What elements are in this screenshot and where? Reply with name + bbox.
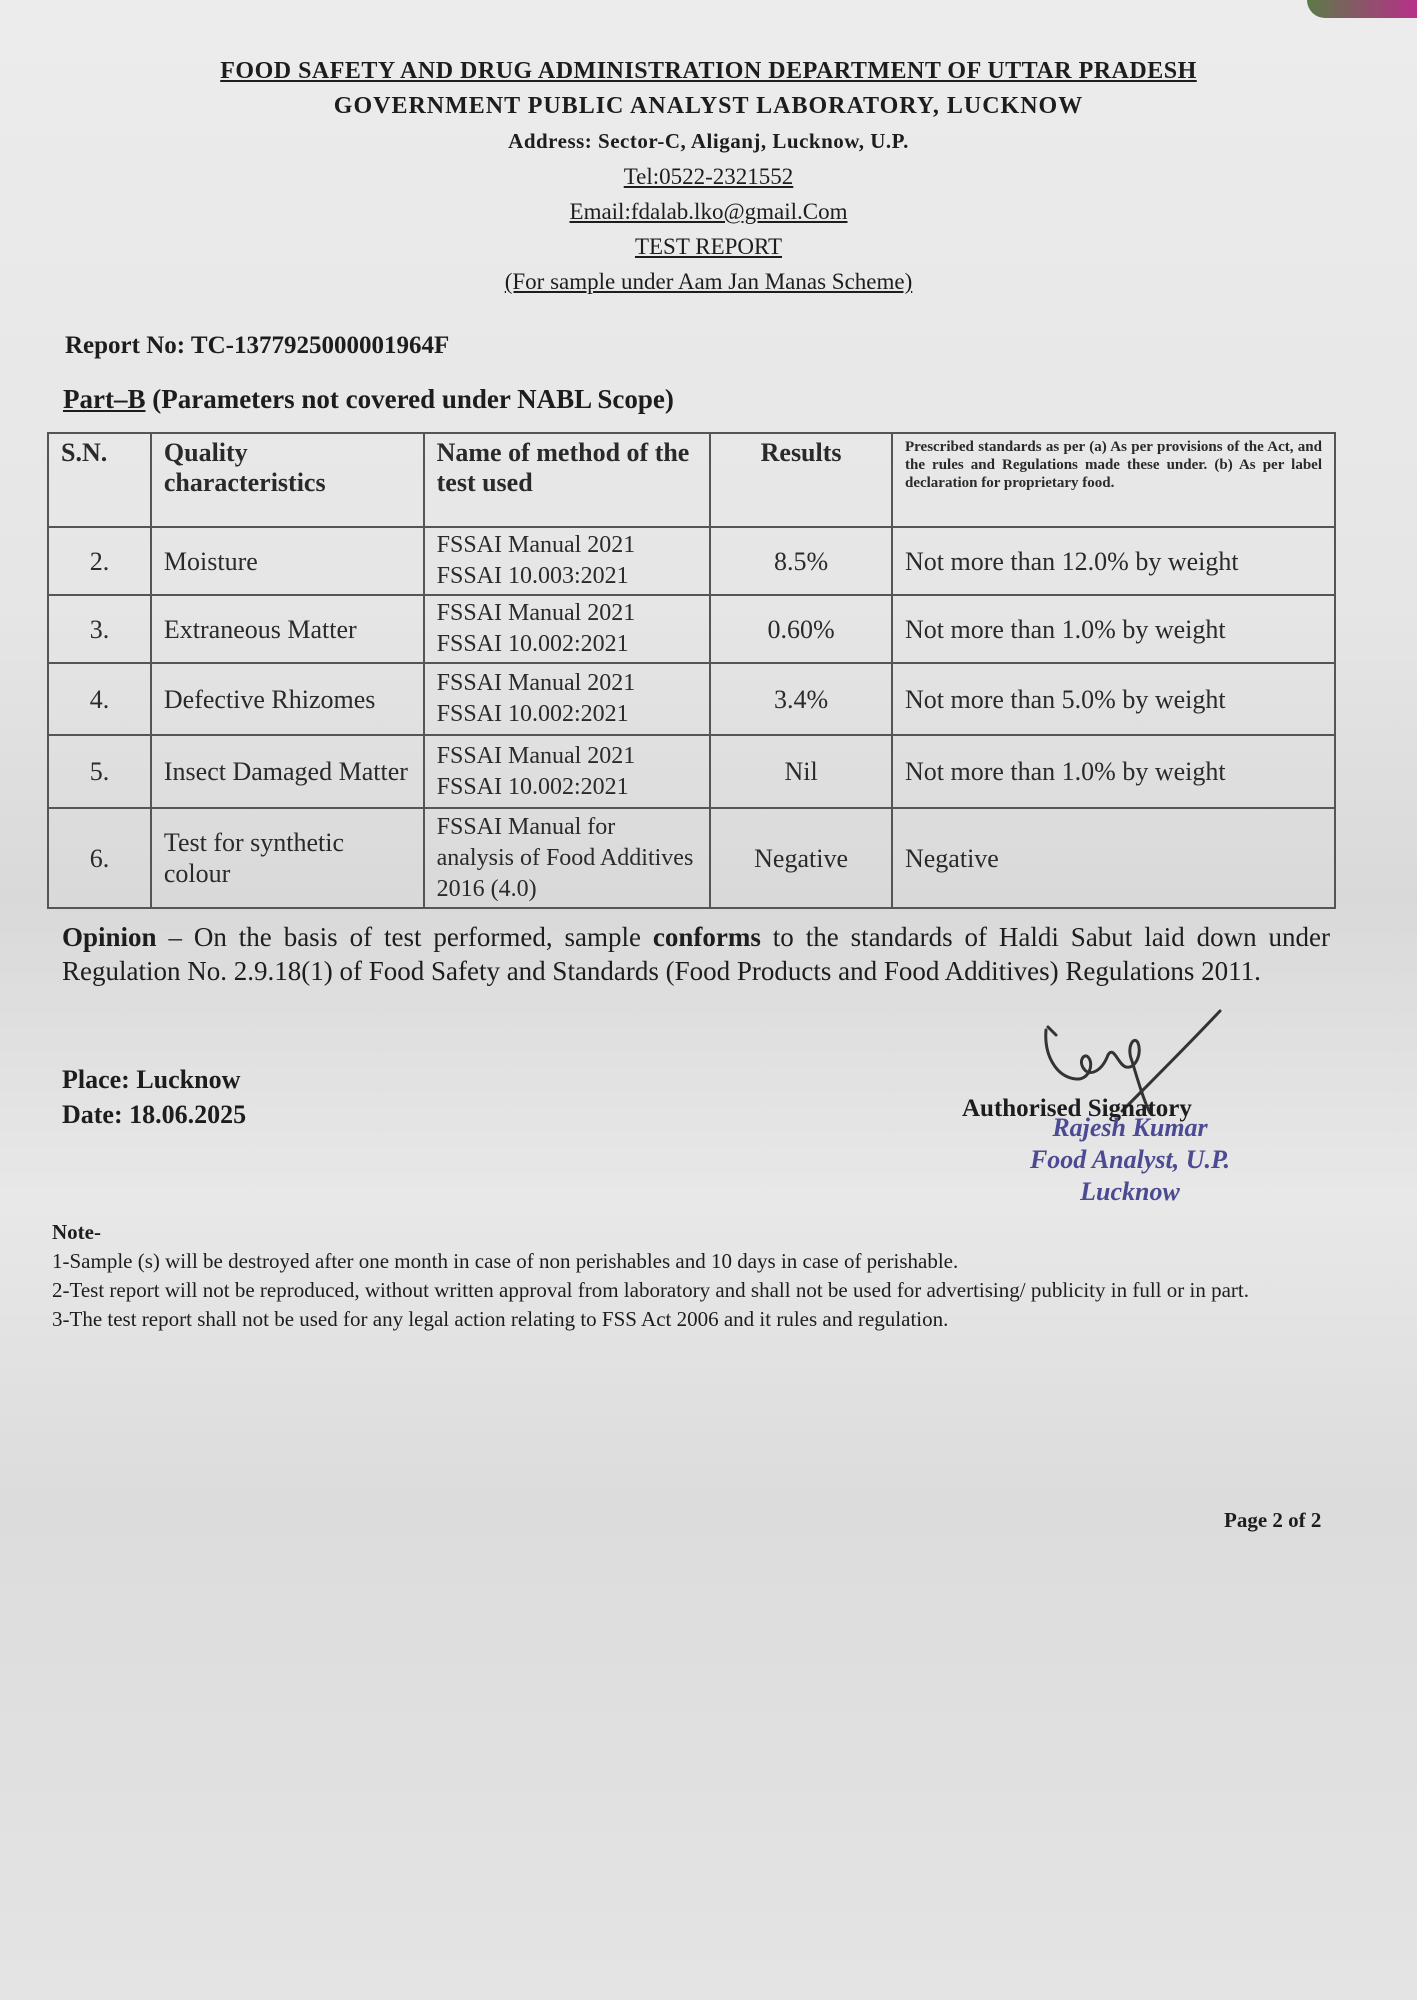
cell-quality: Insect Damaged Matter <box>151 735 424 808</box>
document-title: TEST REPORT <box>634 234 783 259</box>
cell-result: 3.4% <box>710 663 892 735</box>
section-label: Part–B <box>63 384 146 414</box>
cell-quality: Test for synthetic colour <box>151 808 424 908</box>
opinion-text-end: to the standards of Haldi Sabut laid down under Regulation No. 2.9.18(1) of Food Safety and Standards (Food Products and Food Additives) Regulations 2011. <box>62 922 1330 986</box>
place: Place: Lucknow <box>62 1065 241 1094</box>
opinion-label: Opinion <box>62 922 157 952</box>
cell-sn: 4. <box>48 663 151 735</box>
analyst-designation: Food Analyst, U.P. <box>1029 1145 1231 1174</box>
page-number: Page 2 of 2 <box>1224 1508 1322 1532</box>
cell-quality: Moisture <box>151 527 424 595</box>
opinion-verdict: conforms <box>652 922 761 952</box>
report-date: Date: 18.06.2025 <box>62 1100 247 1129</box>
note-title: Note- <box>52 1220 101 1244</box>
cell-method: FSSAI Manual 2021 FSSAI 10.002:2021 <box>424 663 711 735</box>
cell-method: FSSAI Manual 2021 FSSAI 10.002:2021 <box>424 595 711 663</box>
cell-result: Negative <box>710 808 892 908</box>
letterhead <box>0 54 1417 299</box>
analyst-stamp <box>990 1112 1270 1208</box>
cell-sn: 5. <box>48 735 151 808</box>
note-item: 3-The test report shall not be used for any legal action relating to FSS Act 2006 and it rules and regulation. <box>52 1307 949 1331</box>
lab-email: Email:fdalab.lko@gmail.Com <box>569 199 848 224</box>
column-header-results: Results <box>710 433 892 527</box>
place-date-block <box>62 1062 246 1132</box>
analyst-city: Lucknow <box>1080 1177 1180 1206</box>
column-header-method: Name of method of the test used <box>424 433 711 527</box>
table-row <box>48 808 1335 908</box>
table-row <box>48 527 1335 595</box>
department-title: FOOD SAFETY AND DRUG ADMINISTRATION DEPARTMENT OF UTTAR PRADESH <box>220 58 1197 84</box>
cell-standard: Not more than 12.0% by weight <box>892 527 1335 595</box>
authorised-signatory: Authorised Signatory <box>962 1095 1192 1122</box>
cell-standard: Not more than 1.0% by weight <box>892 735 1335 808</box>
column-header-standards: Prescribed standards as per (a) As per provisions of the Act, and the rules and Regulations made these under. (b) As per label declaration for proprietary food. <box>892 433 1335 527</box>
note-item: 2-Test report will not be reproduced, without written approval from laboratory and shall not be used for advertising/ publicity in full or in part. <box>52 1278 1249 1302</box>
cell-result: Nil <box>710 735 892 808</box>
note-item: 1-Sample (s) will be destroyed after one month in case of non perishables and 10 days in case of perishable. <box>52 1249 959 1273</box>
cell-standard: Not more than 5.0% by weight <box>892 663 1335 735</box>
opinion-text-start: – On the basis of test performed, sample <box>156 922 653 952</box>
notes-section <box>52 1218 1352 1334</box>
table-row <box>48 735 1335 808</box>
column-header-sn: S.N. <box>48 433 151 527</box>
table-row <box>48 595 1335 663</box>
lab-address: Address: Sector-C, Aliganj, Lucknow, U.P. <box>508 129 909 153</box>
table-row <box>48 663 1335 735</box>
cell-method: FSSAI Manual 2021 FSSAI 10.003:2021 <box>424 527 711 595</box>
cell-sn: 6. <box>48 808 151 908</box>
cell-standard: Not more than 1.0% by weight <box>892 595 1335 663</box>
column-header-quality: Quality characteristics <box>151 433 424 527</box>
lab-telephone: Tel:0522-2321552 <box>623 164 794 189</box>
report-number: Report No: TC-1377925000001964F <box>65 332 450 359</box>
cell-method: FSSAI Manual for analysis of Food Additives 2016 (4.0) <box>424 808 711 908</box>
table-header-row <box>48 433 1335 527</box>
background-fabric-corner <box>1307 0 1417 18</box>
opinion-paragraph <box>62 920 1330 988</box>
document-subtitle: (For sample under Aam Jan Manas Scheme) <box>504 269 913 294</box>
test-results-table <box>47 432 1336 909</box>
section-description: (Parameters not covered under NABL Scope) <box>145 384 674 414</box>
analyst-name: Rajesh Kumar <box>1052 1113 1208 1142</box>
section-heading <box>63 384 674 415</box>
cell-standard: Negative <box>892 808 1335 908</box>
cell-quality: Extraneous Matter <box>151 595 424 663</box>
cell-quality: Defective Rhizomes <box>151 663 424 735</box>
cell-result: 0.60% <box>710 595 892 663</box>
cell-result: 8.5% <box>710 527 892 595</box>
laboratory-title: GOVERNMENT PUBLIC ANALYST LABORATORY, LUCKNOW <box>333 93 1084 119</box>
cell-sn: 2. <box>48 527 151 595</box>
cell-method: FSSAI Manual 2021 FSSAI 10.002:2021 <box>424 735 711 808</box>
cell-sn: 3. <box>48 595 151 663</box>
